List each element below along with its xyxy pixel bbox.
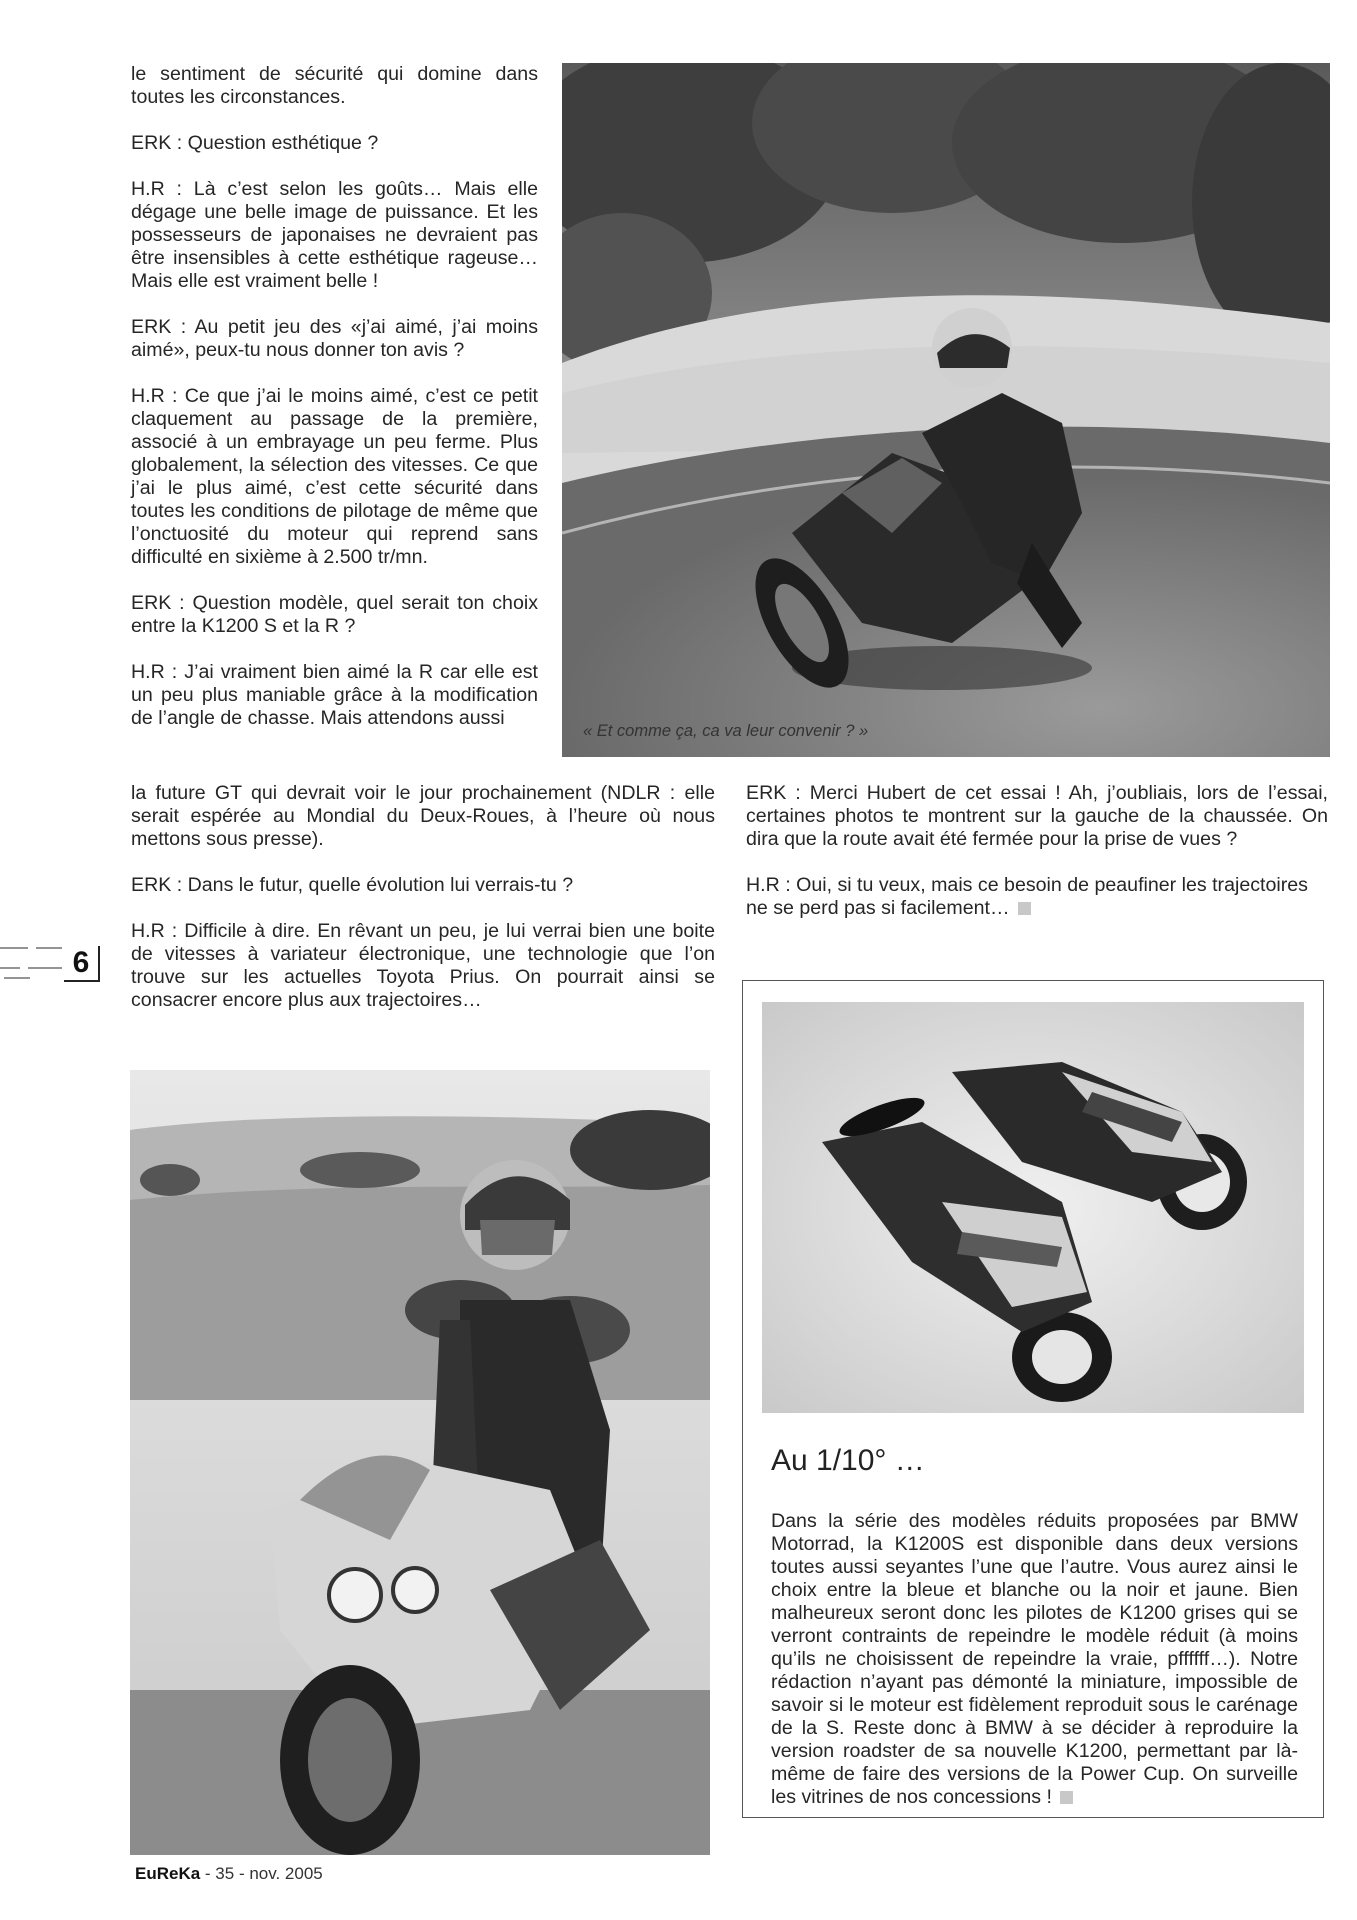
photo-rider-portrait bbox=[130, 1070, 710, 1855]
issue-info: - 35 - nov. 2005 bbox=[204, 1864, 323, 1883]
article-paragraph: ERK : Au petit jeu des «j’ai aimé, j’ai moins aimé», peux-tu nous donner ton avis ? bbox=[131, 316, 538, 361]
article-paragraph: ERK : Question modèle, quel serait ton choix entre la K1200 S et la R ? bbox=[131, 592, 538, 637]
article-paragraph: H.R : J’ai vraiment bien aimé la R car elle est un peu plus maniable grâce à la modification de l’angle de chasse. Mais attendons aussi bbox=[131, 661, 538, 729]
photo-scale-models bbox=[762, 1002, 1304, 1413]
page-number: 6 bbox=[64, 946, 100, 982]
article-column-top bbox=[131, 63, 538, 730]
article-column-bottom-left bbox=[131, 782, 715, 1012]
photo-rider-cornering bbox=[562, 63, 1330, 757]
article-column-right bbox=[746, 782, 1328, 920]
article-paragraph: le sentiment de sécurité qui domine dans toutes les circonstances. bbox=[131, 63, 538, 108]
page-footer bbox=[135, 1864, 323, 1884]
article-paragraph: ERK : Question esthétique ? bbox=[131, 132, 379, 154]
end-mark-icon bbox=[1060, 1791, 1073, 1804]
sidebar-text bbox=[771, 1510, 1298, 1809]
article-paragraph: H.R : Ce que j’ai le moins aimé, c’est ce petit claquement au passage de la première, associé à un embrayage un peu ferme. Plus globalement, la sélection des vitesses. Ce que j’ai le plus aimé, c’est cette sécurité dans toutes les conditions de pilotage de même que l’onctuosité du moteur qui reprend sans difficulté en sixième à 2.500 tr/mn. bbox=[131, 385, 538, 568]
magazine-name: EuReKa bbox=[135, 1864, 201, 1883]
end-mark-icon bbox=[1018, 902, 1031, 915]
sidebar-title: Au 1/10° … bbox=[771, 1444, 925, 1477]
article-paragraph: H.R : Oui, si tu veux, mais ce besoin de peaufiner les trajectoires ne se perd pas si facilement… bbox=[746, 874, 1308, 919]
article-paragraph: H.R : Là c’est selon les goûts… Mais elle dégage une belle image de puissance. Et les possesseurs de japonaises ne devraient pas être insensibles à cette esthétique rageuse… Mais elle est vraiment belle ! bbox=[131, 178, 538, 292]
article-paragraph: la future GT qui devrait voir le jour prochainement (NDLR : elle serait espérée au Mondial du Deux-Roues, à l’heure où nous mettons sous presse). bbox=[131, 782, 715, 850]
article-paragraph: ERK : Dans le futur, quelle évolution lui verrais-tu ? bbox=[131, 874, 574, 896]
article-paragraph: ERK : Merci Hubert de cet essai ! Ah, j’oubliais, lors de l’essai, certaines photos te montrent sur la gauche de la chaussée. On dira que la route avait été fermée pour la prise de vues ? bbox=[746, 782, 1328, 850]
sidebar-body: Dans la série des modèles réduits proposées par BMW Motorrad, la K1200S est disponible dans deux versions toutes aussi seyantes l’une que l’autre. Vous aurez ainsi le choix entre la bleue et blanche ou la noir et jaune. Bien malheureux seront donc les pilotes de K1200 grises qui se verront contraints de repeindre le modèle réduit (à moins qu’ils ne choisissent de repeindre la vraie, pffffff…). Notre rédaction n’ayant pas démonté la miniature, impossible de savoir si le moteur est fidèlement reproduit sous le carénage de la S. Reste donc à BMW à se décider à reproduire la version roadster de sa nouvelle K1200, permettant par là-même de faire des versions de la Power Cup. On surveille les vitrines de nos concessions ! bbox=[771, 1510, 1298, 1808]
photo-caption: « Et comme ça, ca va leur convenir ? » bbox=[583, 722, 869, 740]
article-paragraph: H.R : Difficile à dire. En rêvant un peu, je lui verrai bien une boite de vitesses à variateur électronique, une technologie que l’on trouve sur les actuelles Toyota Prius. On pourrait ainsi se consacrer encore plus aux trajectoires… bbox=[131, 920, 715, 1011]
